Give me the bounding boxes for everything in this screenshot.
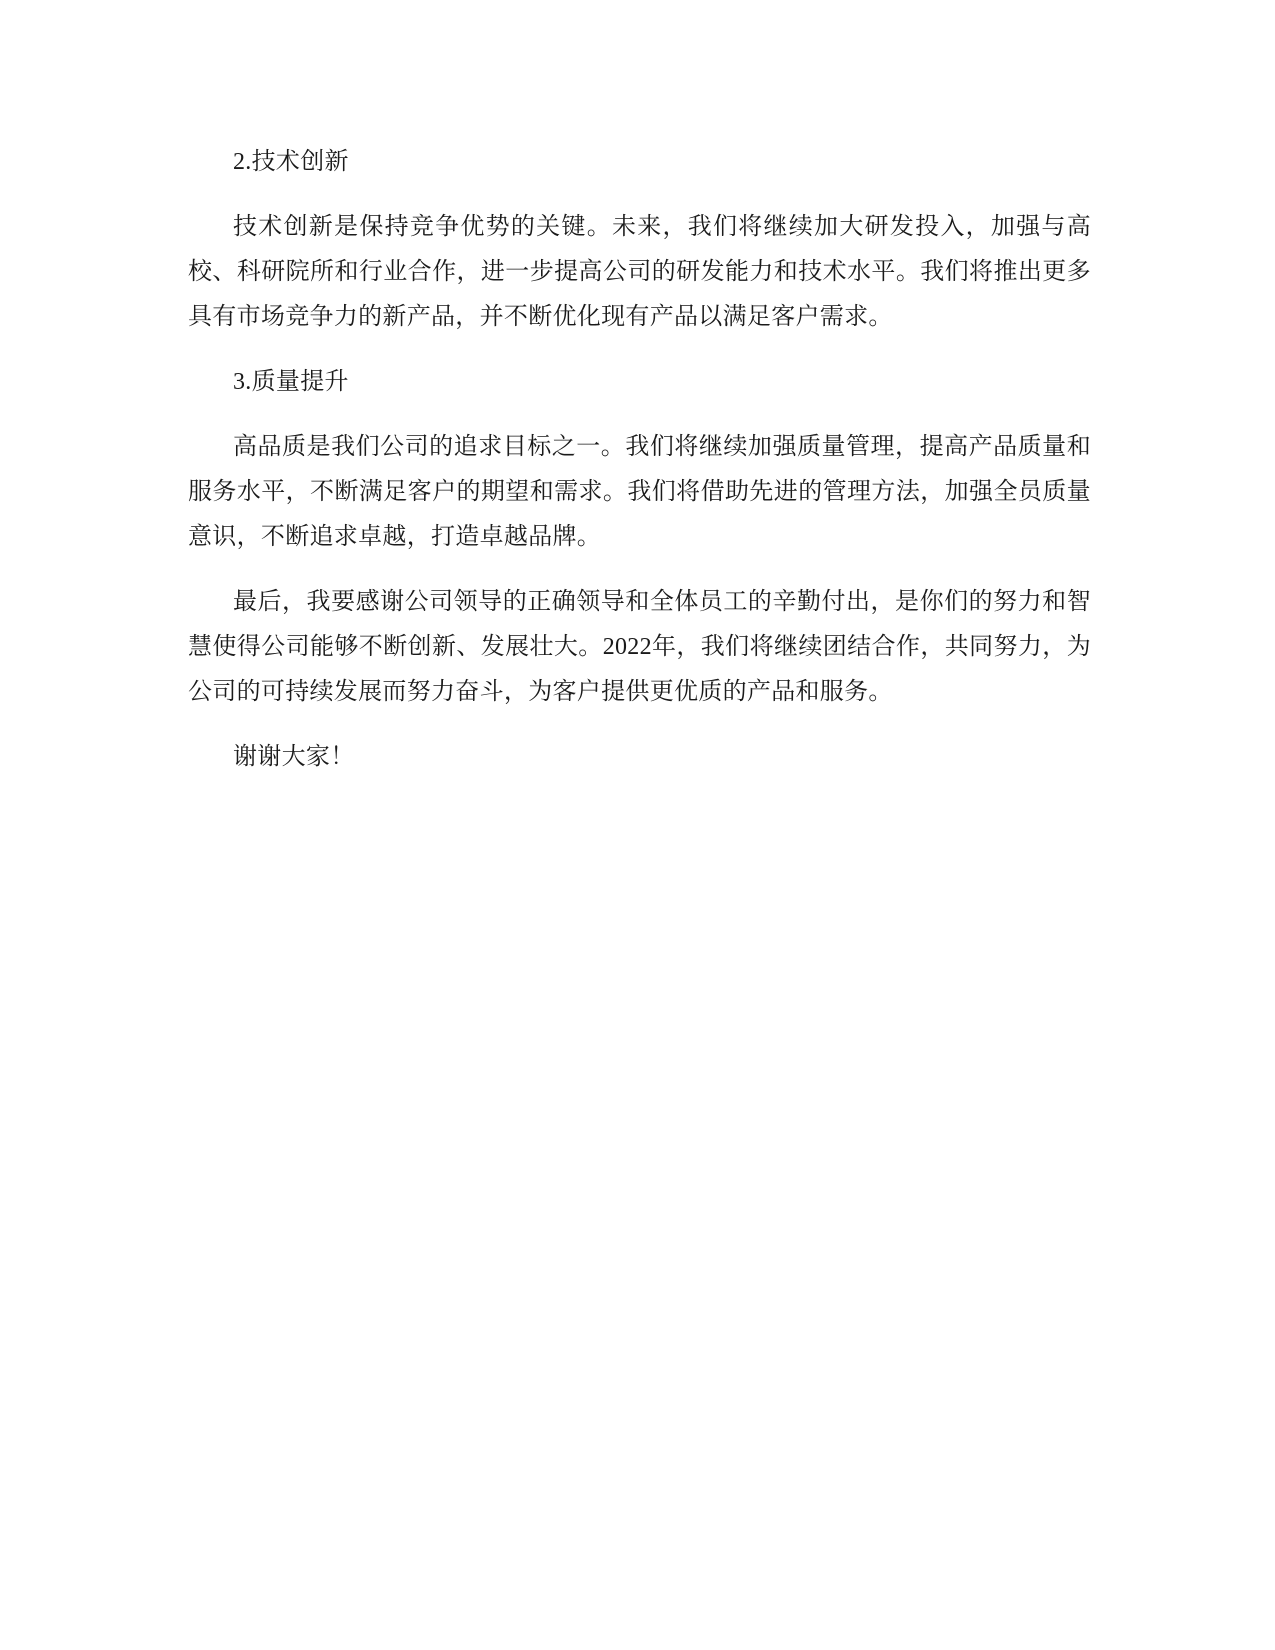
paragraph-quality-improvement: 高品质是我们公司的追求目标之一。我们将继续加强质量管理，提高产品质量和服务水平，不断满足客户的期望和需求。我们将借助先进的管理方法，加强全员质量意识，不断追求卓越，打造卓越品牌。 bbox=[188, 434, 1091, 550]
paragraph-closing: 最后，我要感谢公司领导的正确领导和全体员工的辛勤付出，是你们的努力和智慧使得公司能够不断创新、发展壮大。2022年，我们将继续团结合作，共同努力，为公司的可持续发展而努力奋斗，为客户提供更优质的产品和服务。 bbox=[188, 589, 1091, 705]
document-body bbox=[188, 140, 1091, 800]
thanks-line: 谢谢大家！ bbox=[233, 744, 355, 770]
section-heading-quality-improvement: 3.质量提升 bbox=[233, 369, 349, 395]
paragraph-tech-innovation: 技术创新是保持竞争优势的关键。未来，我们将继续加大研发投入，加强与高校、科研院所和行业合作，进一步提高公司的研发能力和技术水平。我们将推出更多具有市场竞争力的新产品，并不断优化现有产品以满足客户需求。 bbox=[188, 214, 1091, 330]
section-heading-tech-innovation: 2.技术创新 bbox=[233, 149, 349, 175]
